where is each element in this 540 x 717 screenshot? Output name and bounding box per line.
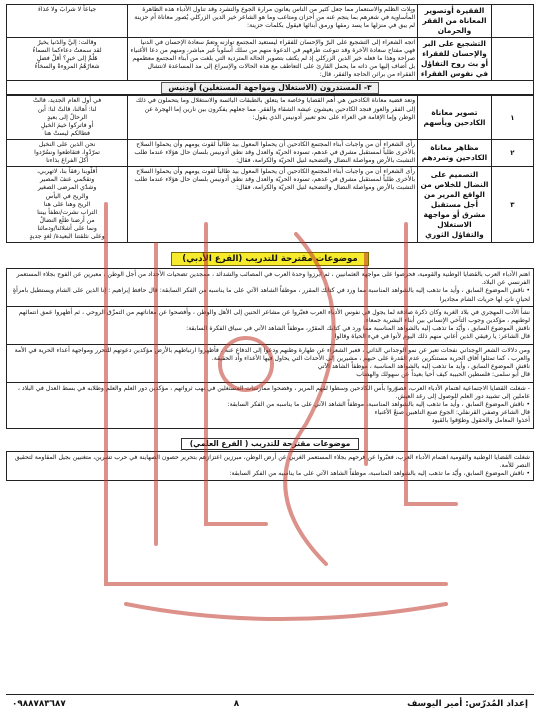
poem-line: من أرضنا طلَع النضالُ (39, 216, 95, 224)
poem-line: الريح وهنا على هنا (43, 200, 91, 208)
section-header-bar (6, 81, 534, 95)
poem-line: وتقحّمي عنفَ المصير (39, 176, 95, 184)
poem-line: هَلُمَّ إلى خيرٍ؟ أقلُ فضلٍ (36, 55, 98, 63)
section-title-literary-text: موضوعات مقترحة للتدريب (الفرع الأدبي) (171, 252, 368, 266)
box-paragraph: - شغلت القضايا الاجتماعية اهتمام الأدباء العرب، فصوّروا بأس الكادحين وسطوا لقهم المرير ، وفضحوا ممارسات المستغلين في نهب ثرواتهم ، مؤكدين دور العلم والعلم وطلابه في بسط العدل في البلاد ، عاملين إلى تشييد دور العلم للوصول إلى رغد العيش. (17, 384, 530, 400)
box-paragraph: قال الشاعر: يا رفيقي الذين أعاني منهم ذلك اليوم لأنوا في فيء الحياة وقالوا (334, 333, 530, 341)
topic-box-2 (6, 307, 534, 345)
row-number (491, 38, 533, 81)
topic-box-4 (6, 383, 534, 429)
topic-box-1 (6, 268, 534, 307)
poem-line: وشدّي المرضى الصغير (37, 184, 97, 192)
box-paragraph: أخذوا المعامل والحقول وطوّقوا بالقيود (431, 417, 530, 425)
row-topic: تصوير معاناة الكادحين ويأسهم (418, 96, 492, 139)
box-paragraph: قال الشاعر وصفي القرنفلي: الجوع صنع الناهبين صنعُ الأغنياء (374, 409, 530, 417)
section-title-literary (6, 246, 534, 266)
poem-line: والريح في اليأس (45, 192, 89, 200)
topic-box-3 (6, 345, 534, 383)
box-paragraph: نشأ الأدب المهجري في بلاد الغربة وكان ذكرة صادقة لما يجول في نفوس الأدباء العرب فعبّروا عن مشاعر الحنين إلى الأهل والوطن ، وأفصحوا عن معاناتهم من التمزّق الروحي ، ثم أظهروا عمق انتمائهم لوطنهم ، مؤكدين وجوب التآخي الإنساني بين أبناء البشرية جمعاء. (18, 308, 530, 325)
topic-box-5 (6, 451, 534, 482)
row-text: وتعد قضية معاناة الكادحين هي أهم القضايا وخاصة ما يتعلق بالطبقات البائسة والاستغلال وما يتحملون في ذلك إلى الفقر والعوز فنجد الكادحين يعيشون عيشة الشقاء والفقر. مما جعلهم يفكرون بين نارين إما الهجرة عن الوطن وإما الإقامة في العراء على نحو تعبير أدونيس الذي يقول: (128, 96, 418, 139)
box-paragraph: • ناقش الموضوع السابق ، وأيد ما تذهب إليه بالشواهد المناسبة مما ورد في كتابك المقرر ، موظفاً الشاهد الآتي على ما يناسبه من الفكر السابقة: قال حافظ إبراهيم : إنا الذين على الشام ويستطيل بامرأةٍ لحيانٍ ناتٍ لها حريات الشام مجاديرا (12, 287, 530, 303)
row-text: رأى الشعراء أن من واجبات أبناء المجتمع الكادحين أن يحملوا المعول بيد طالباً لقوت يومهم وأن يحملوا السلاح بالأخرى طلباً لمستقبل مشرق في غدهم، تسوده الحريّة والعدل وقد نطق أدونيس بلسان حال هؤلاء عندما طلب التشبث بالأرض ومواصلة النضال والتضحية لنيل الحريّة والكرامة، فقال: (128, 139, 418, 166)
row-topic: التشجيع على البر والإحسان للفقراء أو بث روح التفاؤل في نفوس الفقراء (418, 38, 492, 81)
box-paragraph: اهتم الأدباء العرب بالقضايا الوطنية والقومية، فحرصوا على مواجهة العثمانيين ، ثم ابرزوا وحدة العرب في المصائب والشدائد ، ممجدين تضحيات الأجداد من أجل الوطن ، معبرين عن الفوح بجلاء المستعمر الفرنسي عن البلاد. (16, 271, 530, 287)
footer-phone: ٠٩٨٨٧٨٣٦٨٧ (12, 699, 66, 709)
box-paragraph: ناقش الموضوع السابق ، وأيد ما تذهب إليه بالشواهد المناسبة ، موظفاً الشاهد الآتي (317, 363, 530, 371)
poem-line: وعلى نثلقتنا البعيدة/ لغدٍ جديدٍ (29, 232, 105, 240)
poem-line: وقالت: إليَّ والدَنيا يخيرُ (37, 39, 97, 46)
table-row (7, 139, 534, 166)
themes-table-2 (6, 95, 534, 243)
footer-page-number: ٨ (233, 699, 240, 709)
box-paragraph: ومن دلالات الشعر الوجداني نفحات تعبر عن نمو الوجداني الذاتي ، فعبر الشعراء عن طهارة وطنهم ودعوا إلى الدفاع عنه ، فأظهروا ارتباطهم بالأرض مؤكدين دعوتهم للتحرر ومواجهة أعداء الحرية في الأمة والعرب ، كما تمثلوا آفاق الحرية مستنكرين عدم القدرة على حبهم ، مشيرين إلى الأحداث التي يحاول فيها الأعداء وأد الحقيقة. (14, 346, 530, 362)
table-row (7, 5, 534, 38)
box-paragraph: • ناقش الموضوع السابق ، وأيد ما تذهب إليه بالشواهد المناسبة، موظفاً الشاهد الآتي على ما يناسبه من الفكر السابقة: (227, 400, 530, 408)
poem-line: لقد سمعتُ دعاءكما السماءُ (32, 47, 102, 55)
row-text: وبِلات الظلم والاستعمار مما جعل كثير من الناس يعانون مرارة الجوع والتشرد وقد تناول الأدباء هذه الظاهرة المأساوية في شعرهم بما ينجم عنه من أحزان ومتاعب وما هو الشاعر خير الدين الزركلي يُصور معاناة أم حزينة لم يبق في منزلها ما يسد رمقها ورمق أبنائها فيقول بكلمات حزينة: (128, 5, 418, 38)
section-title-scientific (6, 431, 534, 450)
row-topic: التصميم على النضال للخلاص من الواقع المرير من أجل مستقبل مشرق أو مواجهة الاستغلال والتفاؤل الثوري (418, 167, 492, 243)
row-number (491, 5, 533, 38)
page-footer (6, 694, 534, 713)
row-topic: مظاهر معاناة الكادحين وتمردهم (418, 139, 492, 166)
row-text: رأى الشعراء أن من واجبات أبناء المجتمع الكادحين أن يحملوا المعول بيد طالباً لقوت يومهم وأن يحملوا السلاح بالأخرى طلباً لمستقبل مشرق في غدهم، تسوده الحريّة والعدل وقد نطق أدونيس بلسان حال هؤلاء عندما طلب التشبث بالأرض ومواصلة النضال والتضحية لنيل الحريّة والكرامة، فقال: (128, 167, 418, 243)
section-header: ٣- المستدرون (الاستغلال ومواجهة المستغلين) أودنيس (161, 82, 378, 94)
row-number: ٢ (491, 139, 533, 166)
poem-line: أقلّوبنا رفقاً بنا، لاتهربي، (37, 168, 98, 176)
poem-line: تمرّدُوا، فتقاطعوا ونسُرّدوا (34, 149, 101, 157)
row-text: اتجه الشعراء إلى التشجيع على البرّ والإحسان للفقراء ليستعيد المجتمع توازنه وتعمّ سعادة الإحسان في الدنيا فهي مفتاح سعادة الآخرة وقد تنوعت طرقهم في الدعوة منهم من سلك أسلوباً غير مباشر، ومنهم من دعا الأغنياء صراحة وهذا ما فعله خير الدين الزركلي إذ لم يكتف بتصوير الحالة المتردية التي بلغت من أبناء المجتمع معظمهم بل أضاف إليها من ذاته ما يحمل القارئ على التعاطف مع هذه الحالات والإسراع إلى مد المساعدة لانتشال الفقراء من براثن الحاجة والفقر، قال: (128, 38, 418, 81)
document-page (6, 4, 534, 713)
section-title-scientific-text: موضوعات مقترحة للتدريب ( الفرع العلمي) (181, 438, 360, 450)
row-number: ٣ (491, 167, 533, 243)
poem-line: فطالكم ليستْ هنا (44, 129, 90, 137)
footer-author: إعداد المُدرّس: أمير اليوسف (407, 699, 528, 709)
box-paragraph: ناقش الموضوع السابق ، وأيّد ما تذهب إليه بالشواهد المناسبة مما ورد في كتابك المقرّر، موظفاً الشاهد الآتي في سياق الفكرة السابقة: (186, 325, 530, 333)
row-poem (7, 5, 128, 38)
table-row (7, 38, 534, 81)
poem-line: شعارُهُمُ المروءةُ والسخاءُ (34, 63, 100, 71)
box-paragraph: شغلت القضايا الوطنية والقومية اهتمام الأدباء العرب، فعبّروا عن فرحهم بجلاء المستعمر الغربي عن أرض الوطن، مبرزين اعتزازهم بتحرير حصون الصهاينة في حرب تشرين، متغنيين بجيل المقاومة لتحقيق النصر للأمة. (14, 453, 530, 469)
poem-line: التراب نشرت/نطفأ بيننا (37, 208, 98, 216)
box-paragraph: • ناقش الموضوع السابق، وأيّد ما تذهب إليه بالشواهد المناسبة، موظفاً الشاهد الآتي على ما يناسبه من الفكر السابقة: (229, 469, 530, 477)
poem-line: الرحالُ إلى بعيدٍ (47, 113, 87, 121)
themes-table-1 (6, 4, 534, 81)
row-poem (7, 167, 128, 243)
row-number: ١ (491, 96, 533, 139)
poem-line: لنا: أهالنا، قالتْ لنا: أين (37, 105, 97, 113)
poem-line: في أول العام الجديد، قالتْ (33, 97, 102, 105)
poem-line: جياعاً لا شرابَ ولا غذاءَ (37, 6, 97, 13)
box-paragraph: قال أبو سلمى: فلسطين الحبيبة كيف أحيا بعيداً عن سهولك والهضاب (356, 371, 530, 379)
poem-line: أو فاتركوا خيمَ الخيلِ (40, 121, 94, 129)
row-topic: الفقيرة أوتصوير المعاناة من الفقر والحرمان (418, 5, 492, 38)
poem-line: نحن الذين على النخيل (38, 140, 96, 148)
table-row (7, 96, 534, 139)
row-poem (7, 139, 128, 166)
table-row (7, 167, 534, 243)
poem-line: أكلَ الفراغ بذاءنا (46, 157, 89, 165)
poem-line: ونما على أشلائنا/ودمائنا (37, 224, 97, 232)
row-poem (7, 38, 128, 81)
row-poem (7, 96, 128, 139)
